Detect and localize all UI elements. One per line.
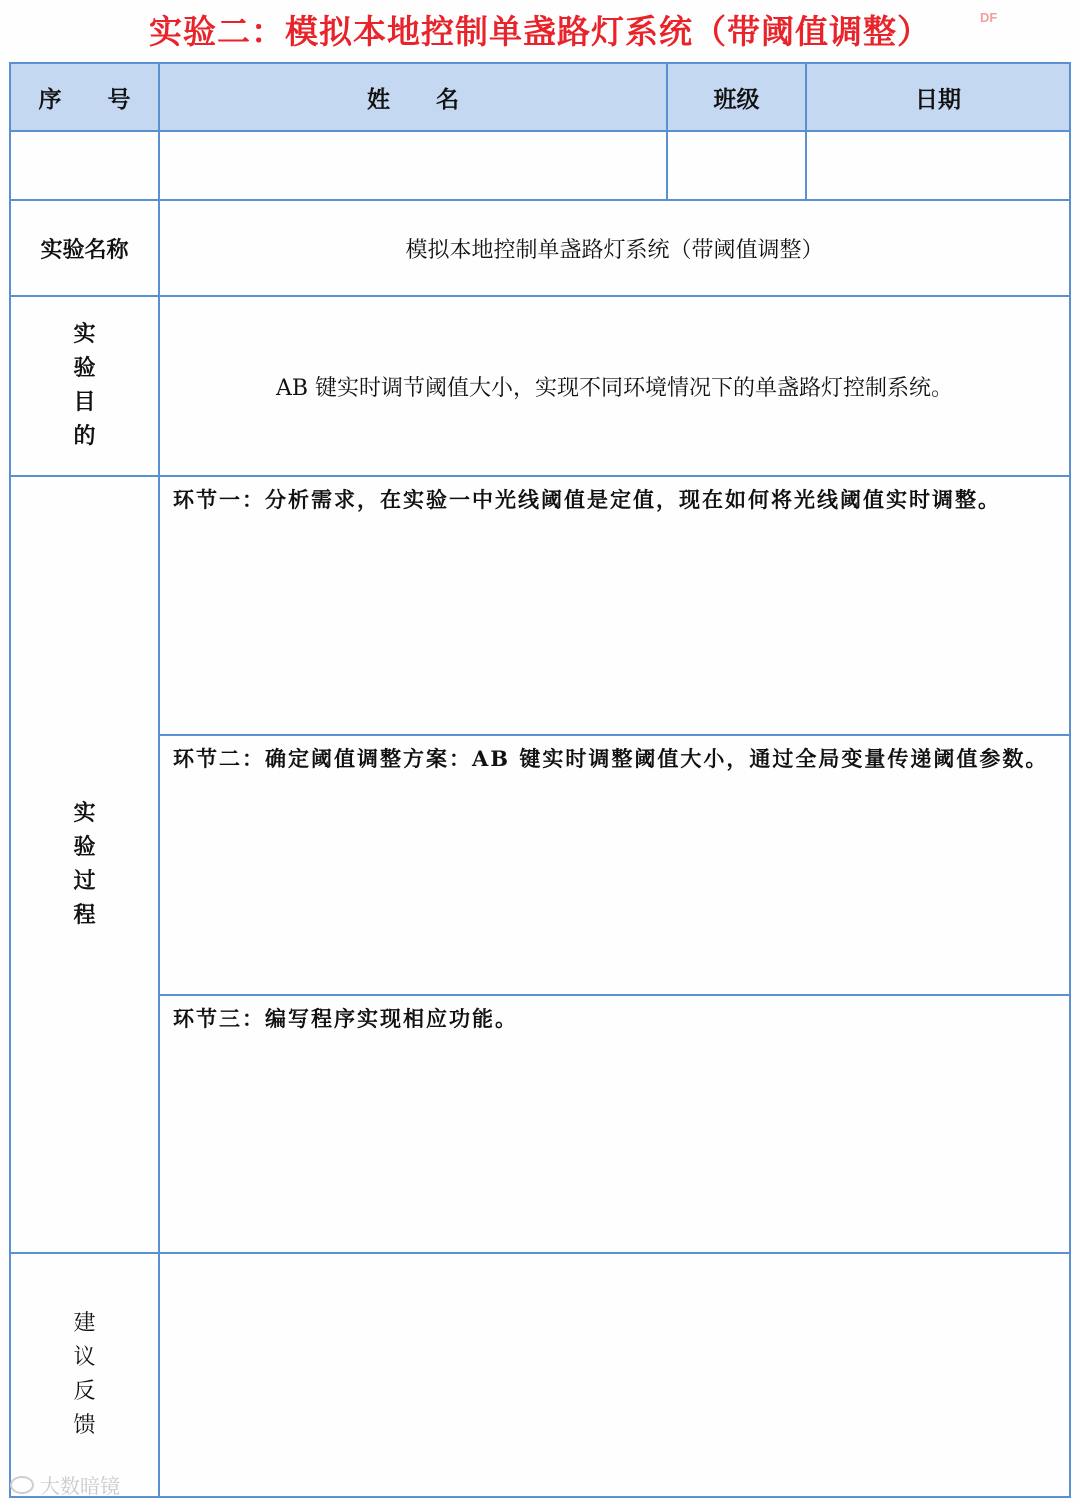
process-label-char: 验: [73, 834, 96, 860]
name-field[interactable]: [160, 132, 668, 201]
process-step-3: [160, 996, 1069, 1254]
process-label-char: 实: [73, 800, 96, 826]
experiment-name-label: 实验名称: [40, 237, 129, 263]
feedback-label: [11, 1254, 160, 1496]
header-date-label: 日期: [915, 86, 961, 113]
watermark: [10, 1470, 120, 1499]
feedback-label-char: 议: [73, 1345, 96, 1370]
header-class-label: 班级: [713, 86, 760, 113]
df-logo: DF: [980, 10, 998, 25]
feedback-field[interactable]: [160, 1254, 1069, 1496]
process-step-2-text: 环节二：确定阈值调整方案：AB 键实时调整阈值大小，通过全局变量传递阈值参数。: [173, 746, 1049, 771]
experiment-name-label-cell: [11, 201, 160, 297]
page-title: 实验二：模拟本地控制单盏路灯系统（带阈值调整）: [149, 12, 931, 51]
header-name: [160, 64, 668, 132]
feedback-label-char: 建: [73, 1311, 96, 1336]
header-class: [668, 64, 807, 132]
purpose-value: AB 键实时调节阈值大小，实现不同环境情况下的单盏路灯控制系统。: [275, 375, 954, 401]
watermark-logo-icon: [10, 1476, 34, 1494]
purpose-value-cell: [160, 297, 1069, 477]
purpose-label: [11, 297, 160, 477]
header-date: [807, 64, 1069, 132]
header-number-label: 序 号: [38, 86, 131, 113]
header-number: [11, 64, 160, 132]
process-label: [11, 477, 160, 1254]
process-step-1-text: 环节一：分析需求，在实验一中光线阈值是定值，现在如何将光线阈值实时调整。: [173, 487, 1001, 512]
process-step-3-text: 环节三：编写程序实现相应功能。: [173, 1006, 518, 1031]
watermark-text: 大数暗镜: [40, 1474, 120, 1498]
experiment-name-value-cell: [160, 201, 1069, 297]
number-field[interactable]: [11, 132, 160, 201]
feedback-label-char: 反: [73, 1379, 96, 1404]
process-step-2: [160, 736, 1069, 996]
class-field[interactable]: [668, 132, 807, 201]
experiment-name-value: 模拟本地控制单盏路灯系统（带阈值调整）: [405, 237, 824, 263]
purpose-label-char: 验: [73, 356, 96, 381]
date-field[interactable]: [807, 132, 1069, 201]
experiment-form: [9, 62, 1071, 1498]
header-name-label: 姓 名: [367, 86, 459, 113]
purpose-label-char: 目: [73, 390, 96, 415]
purpose-label-char: 的: [73, 424, 96, 449]
process-label-char: 程: [73, 902, 96, 928]
purpose-label-char: 实: [73, 322, 96, 347]
feedback-label-char: 馈: [73, 1413, 96, 1438]
process-label-char: 过: [73, 868, 96, 894]
process-step-1: [160, 477, 1069, 736]
